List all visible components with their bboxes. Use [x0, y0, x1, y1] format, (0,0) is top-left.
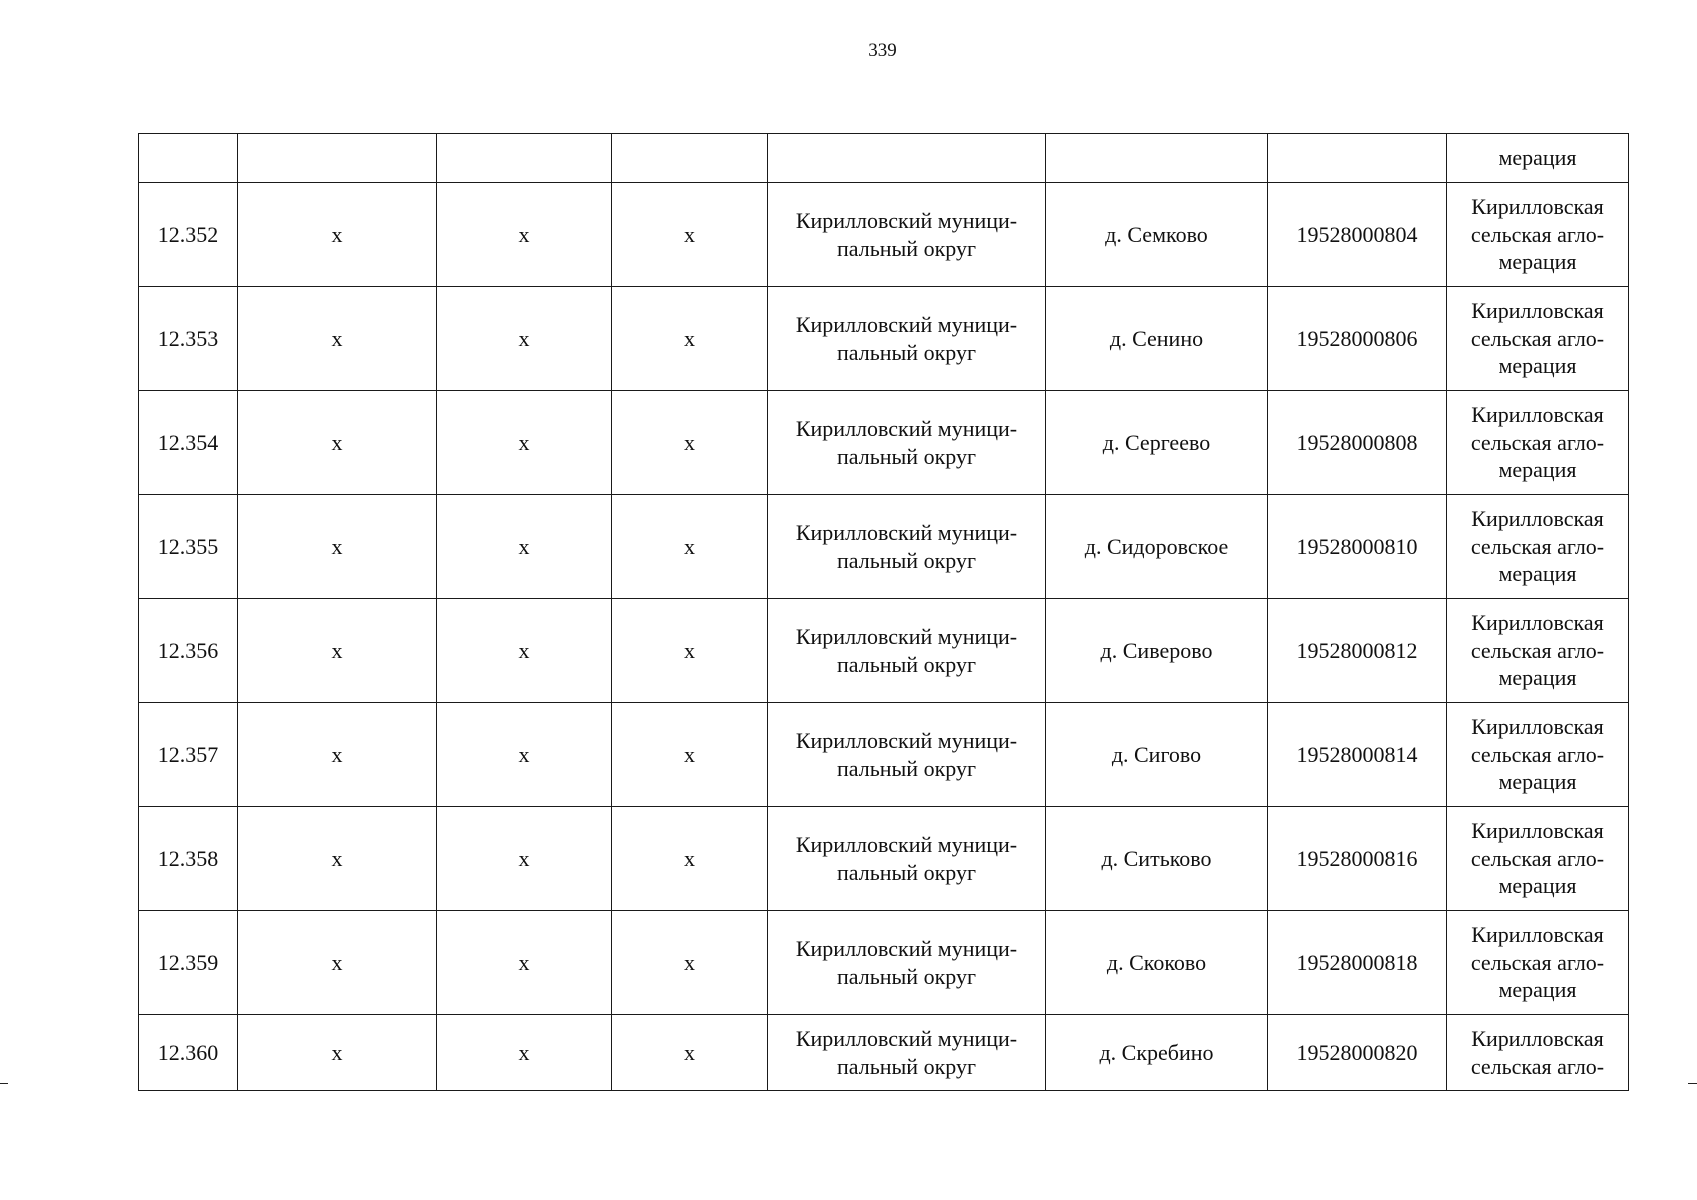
cell-continuation [139, 134, 238, 183]
cell-col3: x [437, 183, 612, 287]
cell-col4: x [612, 703, 768, 807]
cell-municipality: Кирилловский муници-пальный округ [768, 1015, 1046, 1091]
cell-agglomeration: Кирилловская сельская агло-мерация [1447, 391, 1629, 495]
cell-agglomeration: Кирилловская сельская агло-мерация [1447, 911, 1629, 1015]
cell-settlement: д. Сиверово [1046, 599, 1268, 703]
table-row [139, 495, 1629, 599]
cell-col3: x [437, 1015, 612, 1091]
cell-settlement: д. Сергеево [1046, 391, 1268, 495]
cell-continuation [1268, 134, 1447, 183]
cell-number: 12.354 [139, 391, 238, 495]
cell-col4: x [612, 1015, 768, 1091]
cell-number: 12.357 [139, 703, 238, 807]
cell-col4: x [612, 391, 768, 495]
cell-col2: x [238, 599, 437, 703]
cell-municipality: Кирилловский муници-пальный округ [768, 391, 1046, 495]
cell-col2: x [238, 807, 437, 911]
cell-municipality: Кирилловский муници-пальный округ [768, 703, 1046, 807]
cell-agglomeration: Кирилловская сельская агло-мерация [1447, 287, 1629, 391]
cell-number: 12.360 [139, 1015, 238, 1091]
scan-mark-left [0, 1083, 8, 1084]
cell-code: 19528000816 [1268, 807, 1447, 911]
cell-continuation [1046, 134, 1268, 183]
scan-mark-right [1688, 1083, 1697, 1084]
table-row [139, 287, 1629, 391]
cell-agglomeration: Кирилловская сельская агло-мерация [1447, 183, 1629, 287]
cell-code: 19528000808 [1268, 391, 1447, 495]
cell-settlement: д. Скоково [1046, 911, 1268, 1015]
cell-municipality: Кирилловский муници-пальный округ [768, 287, 1046, 391]
cell-col3: x [437, 287, 612, 391]
cell-municipality: Кирилловский муници-пальный округ [768, 807, 1046, 911]
continuation-row [139, 134, 1629, 183]
cell-code: 19528000812 [1268, 599, 1447, 703]
registry-table [138, 133, 1629, 1091]
cell-col2: x [238, 391, 437, 495]
cell-col4: x [612, 807, 768, 911]
cell-agglomeration: Кирилловская сельская агло-мерация [1447, 703, 1629, 807]
cell-code: 19528000806 [1268, 287, 1447, 391]
cell-col2: x [238, 183, 437, 287]
page-number: 339 [868, 40, 897, 61]
registry-table-body [139, 134, 1629, 1091]
cell-municipality: Кирилловский муници-пальный округ [768, 599, 1046, 703]
cell-col3: x [437, 703, 612, 807]
cell-code: 19528000814 [1268, 703, 1447, 807]
cell-code: 19528000818 [1268, 911, 1447, 1015]
cell-col2: x [238, 1015, 437, 1091]
cell-continuation [238, 134, 437, 183]
cell-number: 12.358 [139, 807, 238, 911]
cell-code: 19528000804 [1268, 183, 1447, 287]
cell-municipality: Кирилловский муници-пальный округ [768, 495, 1046, 599]
cell-municipality: Кирилловский муници-пальный округ [768, 183, 1046, 287]
cell-col3: x [437, 807, 612, 911]
table-row [139, 183, 1629, 287]
cell-col3: x [437, 599, 612, 703]
cell-col4: x [612, 183, 768, 287]
cell-code: 19528000810 [1268, 495, 1447, 599]
cell-col4: x [612, 287, 768, 391]
cell-number: 12.353 [139, 287, 238, 391]
cell-number: 12.359 [139, 911, 238, 1015]
cell-col2: x [238, 911, 437, 1015]
cell-number: 12.356 [139, 599, 238, 703]
cell-continuation: мерация [1447, 134, 1629, 183]
cell-municipality: Кирилловский муници-пальный округ [768, 911, 1046, 1015]
cell-settlement: д. Семково [1046, 183, 1268, 287]
cell-col2: x [238, 703, 437, 807]
cell-code: 19528000820 [1268, 1015, 1447, 1091]
cell-col3: x [437, 495, 612, 599]
cell-continuation [768, 134, 1046, 183]
table-row [139, 807, 1629, 911]
cell-col4: x [612, 495, 768, 599]
table-row [139, 391, 1629, 495]
cell-agglomeration: Кирилловская сельская агло-мерация [1447, 807, 1629, 911]
cell-agglomeration: Кирилловская сельская агло-мерация [1447, 599, 1629, 703]
cell-col2: x [238, 287, 437, 391]
cell-number: 12.352 [139, 183, 238, 287]
table-row [139, 703, 1629, 807]
table-row [139, 599, 1629, 703]
cell-settlement: д. Скребино [1046, 1015, 1268, 1091]
cell-continuation [612, 134, 768, 183]
cell-col2: x [238, 495, 437, 599]
cell-settlement: д. Сенино [1046, 287, 1268, 391]
cell-col4: x [612, 911, 768, 1015]
cell-agglomeration: Кирилловская сельская агло-мерация [1447, 495, 1629, 599]
cell-agglomeration: Кирилловская сельская агло- [1447, 1015, 1629, 1091]
cell-settlement: д. Ситьково [1046, 807, 1268, 911]
table-row [139, 1015, 1629, 1091]
cell-settlement: д. Сидоровское [1046, 495, 1268, 599]
cell-settlement: д. Сигово [1046, 703, 1268, 807]
cell-col3: x [437, 911, 612, 1015]
cell-col4: x [612, 599, 768, 703]
table-row [139, 911, 1629, 1015]
cell-continuation [437, 134, 612, 183]
cell-col3: x [437, 391, 612, 495]
cell-number: 12.355 [139, 495, 238, 599]
